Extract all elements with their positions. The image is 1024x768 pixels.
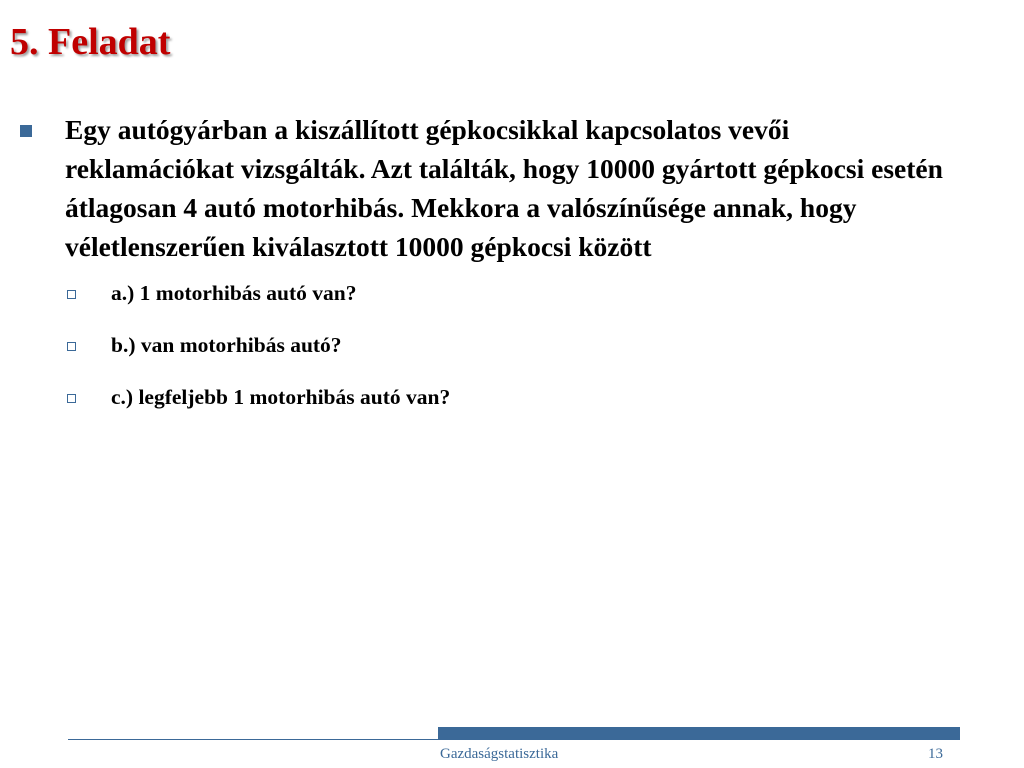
sub-question-list [20,279,980,435]
hollow-square-bullet-icon [67,394,76,403]
problem-text: Egy autógyárban a kiszállított gépkocsikkal kapcsolatos vevői reklamációkat vizsgálták. Azt találták, hogy 10000 gyártott gépkocsi esetén átlagosan 4 autó motorhibás. Mekkora a valószínűsége annak, hogy véletlenszerűen kiválasztott 10000 gépkocsi között [65,114,943,262]
filled-square-bullet-icon [20,125,32,137]
sub-question-item [67,383,980,435]
main-bullet-item [20,110,980,266]
hollow-square-bullet-icon [67,342,76,351]
footer-divider-line [68,739,960,740]
sub-question-text: a.) 1 motorhibás autó van? [111,281,357,305]
sub-question-text: b.) van motorhibás autó? [111,333,342,357]
footer-course-name: Gazdaságstatisztika [440,746,559,762]
sub-question-item [67,331,980,383]
footer-page-number: 13 [928,746,943,762]
hollow-square-bullet-icon [67,290,76,299]
sub-question-text: c.) legfeljebb 1 motorhibás autó van? [111,385,451,409]
sub-question-item [67,279,980,331]
slide-title: 5. Feladat [10,21,171,63]
footer-accent-bar [438,727,960,739]
slide-content [20,110,980,435]
